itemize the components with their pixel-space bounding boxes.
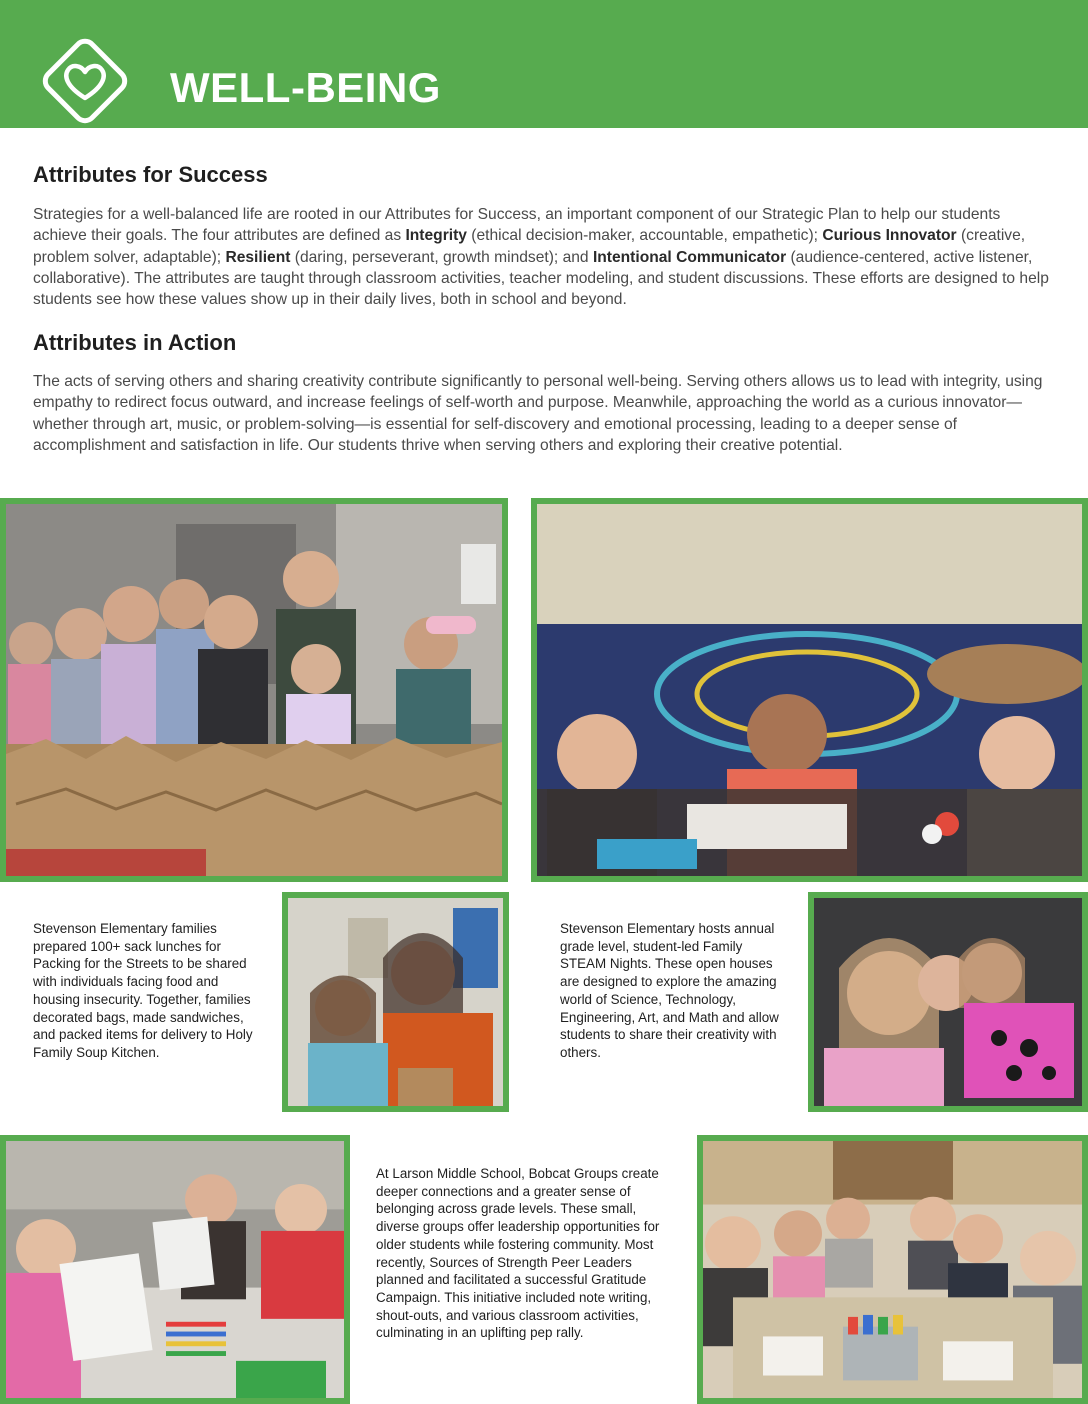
photo-steam-night-students xyxy=(808,892,1088,1112)
photo-sack-lunch-group xyxy=(0,498,508,882)
caption-sack-lunches: Stevenson Elementary families prepared 100+ sack lunches for Packing for the Streets to be shared with individuals facing food and housing insecurity. Together, families decorated bags, made sandwiches, and packed items for delivery to Holy Family Soup Kitchen. xyxy=(33,921,253,1060)
header-banner xyxy=(0,0,1088,128)
photo-gratitude-coloring xyxy=(0,1135,350,1404)
attributes-for-success-paragraph: Strategies for a well-balanced life are rooted in our Attributes for Success, an important component of our Strategic Plan to help our students achieve their goals. The four attributes are defined as Integrity (ethical decision-maker, accountable, empathetic); Curious Innovator (creative, problem solver, adaptable); Resilient (daring, perseverant, growth mindset); and Intentional Communicator (audience-centered, active listener, collaborative). The attributes are taught through classroom activities, teacher modeling, and student discussions. These efforts are designed to help students see how these values show up in their daily lives, both in school and beyond. xyxy=(33,206,1049,309)
attributes-in-action-paragraph: The acts of serving others and sharing creativity contribute significantly to personal well-being. Serving others allows us to lead with integrity, using empathy to redirect focus outward, and increase feelings of self-worth and purpose. Meanwhile, approaching the world as a curious innovator—whether through art, music, or problem-solving—is essential for self-discovery and emotional processing, leading to a deeper sense of accomplishment and satisfaction in life. Our students thrive when serving others and exploring their creative potential. xyxy=(33,373,1043,454)
heading-attributes-for-success: Attributes for Success xyxy=(33,162,268,187)
caption-steam-nights: Stevenson Elementary hosts annual grade level, student-led Family STEAM Nights. These open houses are designed to explore the amazing world of Science, Technology, Engineering, Art, and Math and allow students to share their creativity with others. xyxy=(560,921,779,1060)
heart-diamond-icon xyxy=(28,30,148,142)
photo-bobcat-group-table xyxy=(697,1135,1088,1404)
attribute-resilient: Resilient xyxy=(225,248,291,266)
photo-classroom-craft xyxy=(531,498,1088,882)
attribute-intentional-communicator: Intentional Communicator xyxy=(592,248,787,266)
page-title: WELL-BEING xyxy=(170,64,441,111)
heading-attributes-in-action: Attributes in Action xyxy=(33,330,237,355)
photo-student-with-parent xyxy=(282,892,509,1112)
attribute-curious-innovator: Curious Innovator xyxy=(822,227,957,245)
attribute-integrity: Integrity xyxy=(405,227,467,245)
caption-bobcat-groups: At Larson Middle School, Bobcat Groups create deeper connections and a greater sense of belonging across grade levels. These small, diverse groups offer leadership opportunities for older students while fostering community. Most recently, Sources of Strength Peer Leaders planned and facilitated a successful Gratitude Campaign. This initiative included note writing, shout-outs, and various classroom activities, culminating in an uplifting pep rally. xyxy=(376,1166,660,1341)
